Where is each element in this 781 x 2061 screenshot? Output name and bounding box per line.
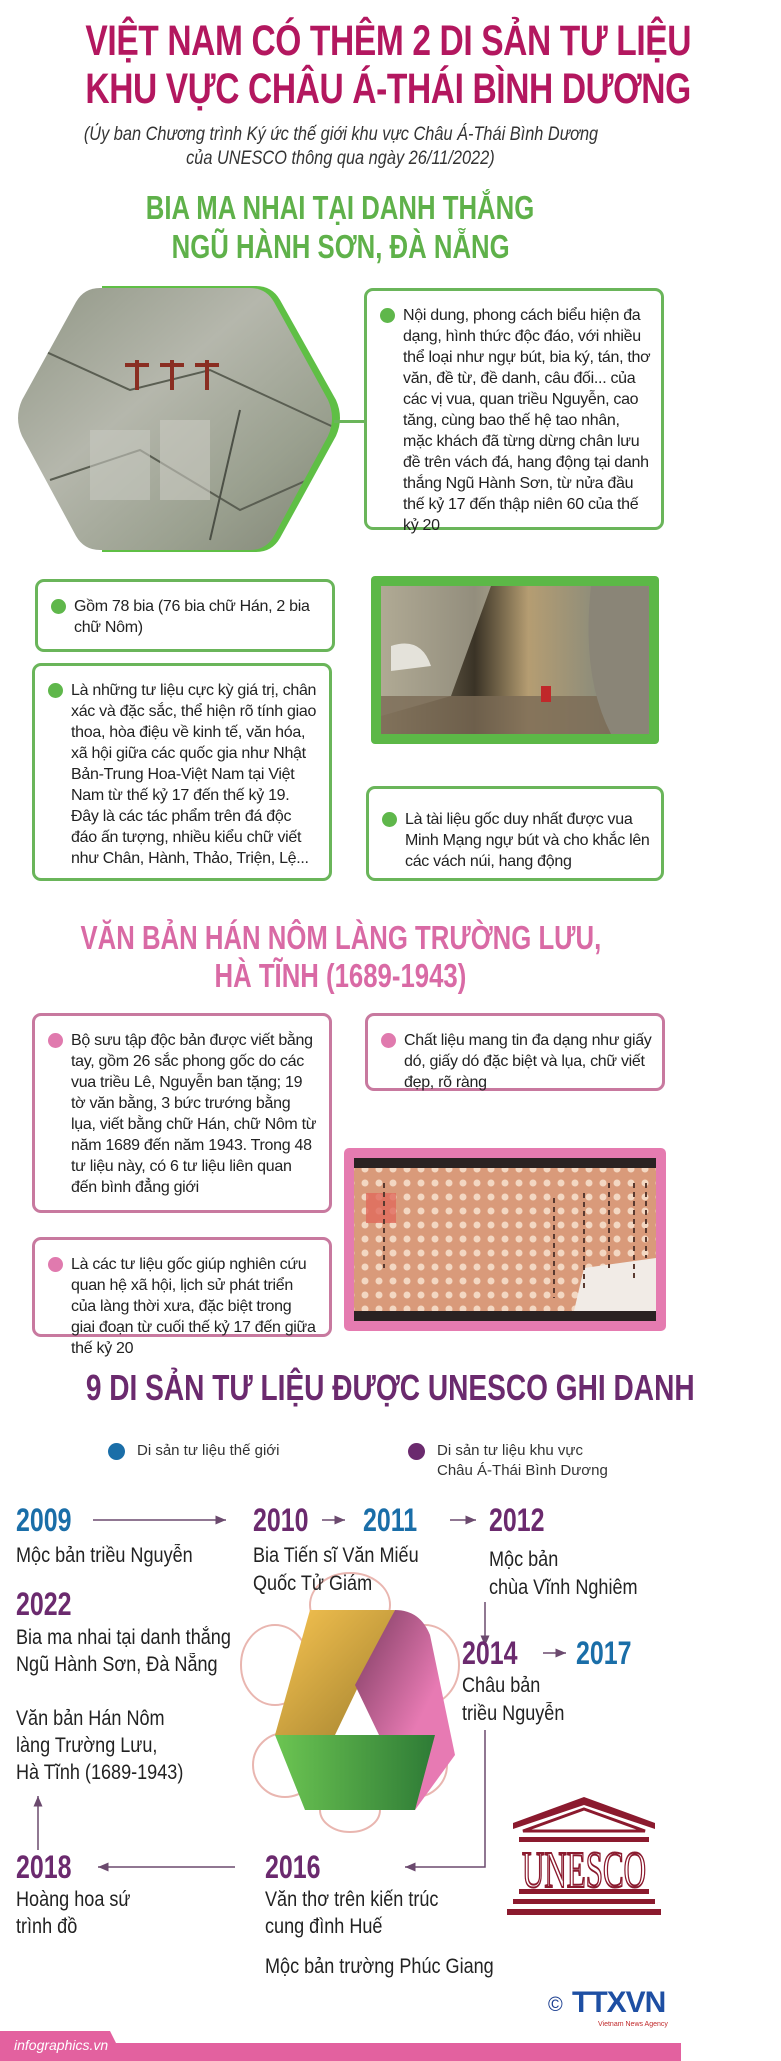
fact-box-material bbox=[365, 1013, 665, 1091]
fact-box-count bbox=[35, 579, 335, 652]
heritage-2009: Mộc bản triều Nguyễn bbox=[16, 1544, 193, 1567]
bullet-icon bbox=[380, 308, 395, 323]
bullet-icon bbox=[51, 599, 66, 614]
ttxvn-subtitle: Vietnam News Agency bbox=[598, 2021, 668, 2028]
legend-regional-label-2: Châu Á-Thái Bình Dương bbox=[437, 1462, 608, 1479]
bullet-icon bbox=[382, 812, 397, 827]
cave-photo bbox=[371, 576, 659, 744]
heritage-2010-line-1: Bia Tiến sĩ Văn Miếu bbox=[253, 1544, 419, 1567]
memory-of-world-logo bbox=[235, 1565, 465, 1835]
year-2010: 2010 bbox=[253, 1502, 309, 1538]
year-2012: 2012 bbox=[489, 1502, 545, 1538]
fact-text: Chất liệu mang tin đa dạng như giấy dó, giấy dó đặc biệt và lụa, chữ viết đẹp, rõ ràng bbox=[404, 1032, 652, 1091]
section1-heading-2: NGŨ HÀNH SƠN, ĐÀ NẴNG bbox=[171, 228, 510, 265]
fact-box-unique bbox=[366, 786, 664, 881]
year-2011: 2011 bbox=[363, 1502, 418, 1538]
heritage-2018-line-2: trình đồ bbox=[16, 1915, 78, 1938]
unesco-logo-text: UNESCO bbox=[522, 1842, 646, 1899]
title-line-2: KHU VỰC CHÂU Á-THÁI BÌNH DƯƠNG bbox=[85, 65, 691, 113]
fact-text: Là tài liệu gốc duy nhất được vua Minh Mạng ngự bút và cho khắc lên các vách núi, hang động bbox=[405, 811, 650, 870]
site-link[interactable]: infographics.vn bbox=[14, 2037, 109, 2053]
year-2018: 2018 bbox=[16, 1849, 72, 1885]
fact-box-research bbox=[32, 1237, 332, 1357]
rock-inscription-photo bbox=[10, 280, 370, 570]
bullet-icon bbox=[48, 683, 63, 698]
heritage-2014-line-1: Châu bản bbox=[462, 1674, 541, 1697]
year-2009: 2009 bbox=[16, 1502, 72, 1538]
subtitle-line-1: (Ủy ban Chương trình Ký ức thế giới khu vực Châu Á-Thái Bình Dương bbox=[83, 124, 598, 145]
unesco-logo bbox=[505, 1793, 663, 1918]
connector-line bbox=[334, 420, 366, 423]
year-2014: 2014 bbox=[462, 1635, 518, 1671]
fact-box-collection bbox=[32, 1013, 332, 1213]
heritage-2022b-line-2: làng Trường Lưu, bbox=[16, 1734, 158, 1757]
year-2017: 2017 bbox=[576, 1635, 632, 1671]
section2-heading-2: HÀ TĨNH (1689-1943) bbox=[214, 957, 467, 994]
year-2016: 2016 bbox=[265, 1849, 321, 1885]
heritage-2012-line-2: chùa Vĩnh Nghiêm bbox=[489, 1576, 638, 1599]
section1-heading-1: BIA MA NHAI TẠI DANH THẮNG bbox=[146, 189, 535, 226]
section3-heading: 9 DI SẢN TƯ LIỆU ĐƯỢC UNESCO GHI DANH bbox=[85, 1367, 695, 1408]
bullet-icon bbox=[381, 1033, 396, 1048]
subtitle-line-2: của UNESCO thông qua ngày 26/11/2022) bbox=[186, 148, 495, 169]
bullet-icon bbox=[48, 1033, 63, 1048]
title-line-1: VIỆT NAM CÓ THÊM 2 DI SẢN TƯ LIỆU bbox=[85, 17, 692, 65]
fact-text: Bộ sưu tập độc bản được viết bằng tay, gồm 26 sắc phong gốc do các vua triều Lê, Nguyễn ban tặng; 19 tờ văn bằng, 3 bức trướng bằng lụa, viết bằng chữ Hán, chữ Nôm từ năm 1689 đến năm 1943. Trong 48 tư liệu này, có 6 tư liệu liên quan đến bình đẳng giới bbox=[71, 1032, 317, 1196]
heritage-2012-line-1: Mộc bản bbox=[489, 1548, 559, 1571]
fact-box-content bbox=[364, 288, 664, 534]
han-nom-document-photo bbox=[344, 1148, 666, 1331]
copyright-icon: © bbox=[548, 1994, 563, 2016]
heritage-2016-line-2: cung đình Huế bbox=[265, 1915, 383, 1938]
legend-world-label: Di sản tư liệu thế giới bbox=[137, 1442, 280, 1459]
fact-text: Là các tư liệu gốc giúp nghiên cứu quan hệ xã hội, lịch sử phát triển của làng thời xưa, đặc biệt trong giai đoạn từ cuối thế kỷ 17 đến giữa thế kỷ 20 bbox=[71, 1256, 316, 1357]
legend-regional-label-1: Di sản tư liệu khu vực bbox=[437, 1442, 583, 1459]
fact-text: Là những tư liệu cực kỳ giá trị, chân xác và đặc sắc, thể hiện rõ tính giao thoa, hòa điệu về kinh tế, văn hóa, xã hội giữa các quốc gia như Nhật Bản-Trung Hoa-Việt Nam tại Việt Nam từ thế kỷ 17 đến thế kỷ 19. Đây là các tác phẩm trên đá độc đáo ấn tượng, nhiều kiểu chữ viết như Chân, Hành, Thảo, Triện, Lệ... bbox=[71, 682, 317, 867]
heritage-2014-line-2: triều Nguyễn bbox=[462, 1702, 565, 1725]
fact-text: Nội dung, phong cách biểu hiện đa dạng, hình thức độc đáo, với nhiều thể loại như ngự bút, bia ký, tán, thơ văn, đề từ, đề danh, câu đối... của các vị vua, quan triều Nguyễn, cao tăng, cùng bao thế hệ tao nhân, mặc khách đã từng dừng chân lưu đề trên vách đá, hang động tại danh thắng Ngũ Hành Sơn, từ nửa đầu thế kỷ 17 đến thập niên 60 của thế kỷ 20 bbox=[403, 307, 651, 534]
heritage-2022-line-1: Bia ma nhai tại danh thắng bbox=[16, 1626, 231, 1649]
heritage-2022b-line-1: Văn bản Hán Nôm bbox=[16, 1707, 165, 1730]
fact-text: Gồm 78 bia (76 bia chữ Hán, 2 bia chữ Nôm) bbox=[74, 598, 310, 636]
legend-regional-dot-icon bbox=[408, 1443, 425, 1460]
heritage-2018-line-1: Hoàng hoa sứ bbox=[16, 1888, 131, 1911]
heritage-2022-line-2: Ngũ Hành Sơn, Đà Nẵng bbox=[16, 1653, 218, 1676]
bullet-icon bbox=[48, 1257, 63, 1272]
ttxvn-logo: TTXVN bbox=[572, 1986, 666, 2019]
year-2022: 2022 bbox=[16, 1586, 72, 1622]
heritage-2010-line-2: Quốc Tử Giám bbox=[253, 1572, 373, 1595]
section2-heading-1: VĂN BẢN HÁN NÔM LÀNG TRƯỜNG LƯU, bbox=[80, 919, 601, 956]
heritage-2022b-line-3: Hà Tĩnh (1689-1943) bbox=[16, 1761, 184, 1784]
heritage-2016-line-1: Văn thơ trên kiến trúc bbox=[265, 1888, 439, 1911]
heritage-2016b: Mộc bản trường Phúc Giang bbox=[265, 1955, 494, 1978]
legend-world-dot-icon bbox=[108, 1443, 125, 1460]
fact-box-value bbox=[32, 663, 332, 881]
